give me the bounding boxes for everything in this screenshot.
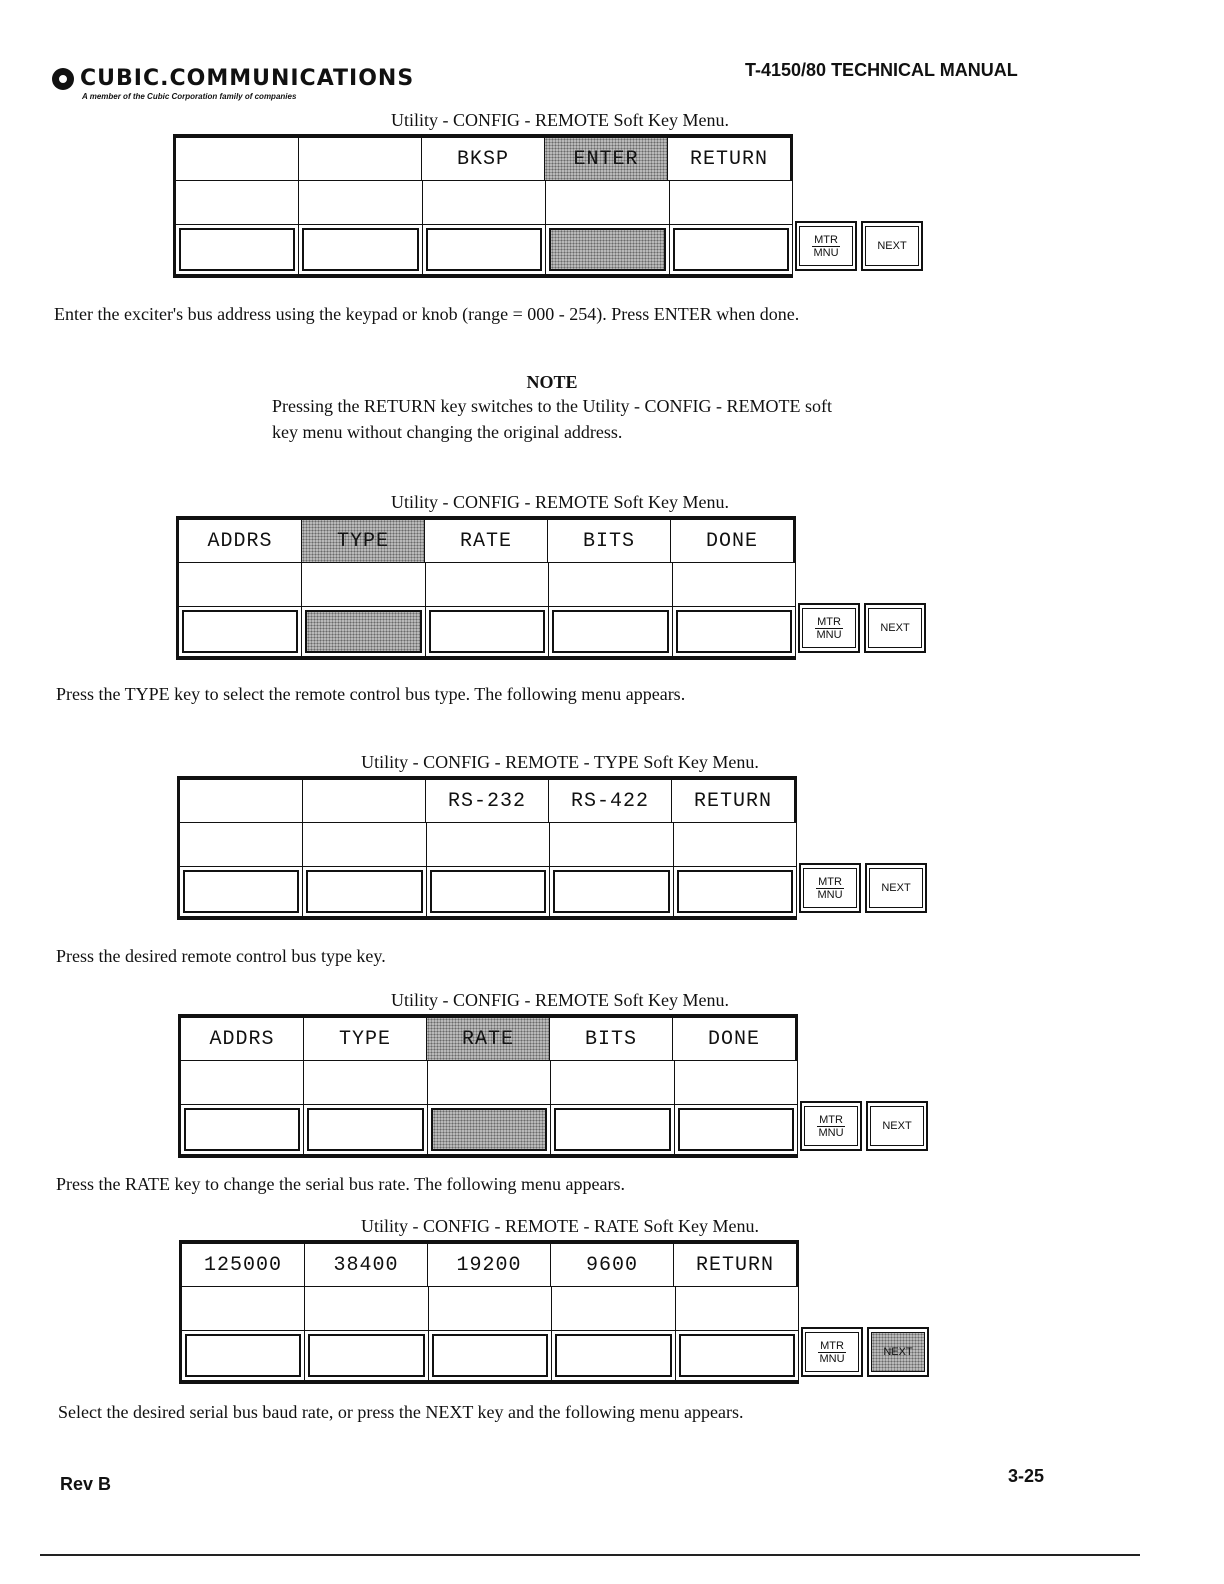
soft-key-spacer bbox=[546, 181, 669, 225]
soft-key-button-face bbox=[179, 228, 295, 271]
company-tagline: A member of the Cubic Corporation family of companies bbox=[82, 92, 297, 101]
menu-caption: Utility - CONFIG - REMOTE Soft Key Menu. bbox=[391, 110, 729, 130]
soft-key-grid bbox=[179, 1240, 799, 1384]
soft-key-spacer bbox=[304, 1061, 427, 1105]
soft-key-button-face bbox=[553, 870, 669, 913]
soft-key-button[interactable] bbox=[427, 867, 550, 917]
next-label: NEXT bbox=[870, 1106, 924, 1146]
soft-key-menu bbox=[173, 134, 929, 278]
soft-key-label: ADDRS bbox=[179, 519, 302, 563]
soft-key-button[interactable] bbox=[428, 1105, 551, 1155]
soft-key-button-face bbox=[555, 1334, 671, 1377]
soft-key-button-face bbox=[308, 1334, 424, 1377]
menu-caption: Utility - CONFIG - REMOTE - TYPE Soft Key Menu. bbox=[361, 752, 759, 772]
instruction-paragraph: Select the desired serial bus baud rate, or press the NEXT key and the following menu appears. bbox=[58, 1402, 744, 1422]
soft-key-label: 9600 bbox=[551, 1243, 674, 1287]
next-label: NEXT bbox=[865, 226, 919, 266]
soft-key-button[interactable] bbox=[181, 1105, 304, 1155]
meter-menu-face bbox=[802, 608, 856, 648]
menu-caption: Utility - CONFIG - REMOTE Soft Key Menu. bbox=[391, 492, 729, 512]
meter-menu-button[interactable] bbox=[795, 221, 857, 271]
soft-key-label: 125000 bbox=[182, 1243, 305, 1287]
soft-key-spacer bbox=[302, 563, 425, 607]
mtr-label: MTR bbox=[819, 1113, 843, 1126]
soft-key-spacer bbox=[549, 563, 672, 607]
soft-key-grid bbox=[173, 134, 793, 278]
soft-key-button[interactable] bbox=[676, 1331, 799, 1381]
meter-menu-face bbox=[799, 226, 853, 266]
soft-key-button-face bbox=[552, 610, 668, 653]
mtr-label: MTR bbox=[820, 1339, 844, 1352]
mnu-label: MNU bbox=[817, 888, 843, 901]
meter-menu-face bbox=[803, 868, 857, 908]
soft-key-button[interactable] bbox=[176, 225, 299, 275]
soft-key-label: ENTER bbox=[545, 137, 668, 181]
meter-menu-button[interactable] bbox=[798, 603, 860, 653]
soft-key-spacer bbox=[674, 823, 797, 867]
soft-key-button[interactable] bbox=[303, 867, 426, 917]
next-label: NEXT bbox=[868, 608, 922, 648]
meter-menu-face bbox=[804, 1106, 858, 1146]
soft-key-button[interactable] bbox=[304, 1105, 427, 1155]
soft-key-button-face bbox=[676, 610, 792, 653]
mnu-label: MNU bbox=[816, 628, 842, 641]
soft-key-spacer bbox=[550, 823, 673, 867]
soft-key-button-face bbox=[183, 870, 299, 913]
company-logo bbox=[52, 66, 414, 101]
soft-key-spacer bbox=[676, 1287, 799, 1331]
next-button[interactable] bbox=[866, 1101, 928, 1151]
soft-key-button-face bbox=[549, 228, 665, 271]
soft-key-spacer bbox=[176, 181, 299, 225]
next-label: NEXT bbox=[869, 868, 923, 908]
manual-title: T-4150/80 TECHNICAL MANUAL bbox=[745, 60, 1018, 80]
soft-key-button[interactable] bbox=[546, 225, 669, 275]
soft-key-button-face bbox=[307, 1108, 423, 1151]
soft-key-button-face bbox=[182, 610, 298, 653]
soft-key-spacer bbox=[303, 823, 426, 867]
next-button[interactable] bbox=[865, 863, 927, 913]
soft-key-label: TYPE bbox=[302, 519, 425, 563]
soft-key-button[interactable] bbox=[302, 607, 425, 657]
soft-key-spacer bbox=[299, 181, 422, 225]
soft-key-button-face bbox=[429, 610, 545, 653]
soft-key-spacer bbox=[180, 823, 303, 867]
soft-key-spacer bbox=[670, 181, 793, 225]
soft-key-button[interactable] bbox=[423, 225, 546, 275]
soft-key-button-face bbox=[673, 228, 789, 271]
soft-key-button-face bbox=[306, 870, 422, 913]
soft-key-spacer bbox=[673, 563, 796, 607]
next-button[interactable] bbox=[864, 603, 926, 653]
soft-key-button[interactable] bbox=[305, 1331, 428, 1381]
soft-key-label: RS-422 bbox=[549, 779, 672, 823]
menu-caption: Utility - CONFIG - REMOTE Soft Key Menu. bbox=[391, 990, 729, 1010]
mnu-label: MNU bbox=[819, 1352, 845, 1365]
meter-menu-button[interactable] bbox=[800, 1101, 862, 1151]
soft-key-spacer bbox=[426, 563, 549, 607]
soft-key-spacer bbox=[427, 823, 550, 867]
soft-key-menu bbox=[176, 516, 932, 660]
soft-key-button[interactable] bbox=[179, 607, 302, 657]
soft-key-spacer bbox=[675, 1061, 798, 1105]
soft-key-button[interactable] bbox=[549, 607, 672, 657]
menu-caption: Utility - CONFIG - REMOTE - RATE Soft Key Menu. bbox=[361, 1216, 759, 1236]
soft-key-label: 38400 bbox=[305, 1243, 428, 1287]
soft-key-button-face bbox=[305, 610, 421, 653]
soft-key-button[interactable] bbox=[426, 607, 549, 657]
soft-key-label: DONE bbox=[673, 1017, 796, 1061]
soft-key-button[interactable] bbox=[182, 1331, 305, 1381]
soft-key-label: TYPE bbox=[304, 1017, 427, 1061]
soft-key-spacer bbox=[182, 1287, 305, 1331]
soft-key-grid bbox=[177, 776, 797, 920]
soft-key-menu bbox=[178, 1014, 934, 1158]
soft-key-label: BITS bbox=[548, 519, 671, 563]
soft-key-spacer bbox=[179, 563, 302, 607]
meter-menu-button[interactable] bbox=[801, 1327, 863, 1377]
soft-key-button-face bbox=[430, 870, 546, 913]
next-button[interactable] bbox=[867, 1327, 929, 1377]
mtr-label: MTR bbox=[818, 875, 842, 888]
soft-key-label: RS-232 bbox=[426, 779, 549, 823]
instruction-paragraph: Press the desired remote control bus type key. bbox=[56, 946, 386, 966]
soft-key-spacer bbox=[429, 1287, 552, 1331]
soft-key-button-face bbox=[426, 228, 542, 271]
soft-key-button[interactable] bbox=[670, 225, 793, 275]
soft-key-spacer bbox=[305, 1287, 428, 1331]
soft-key-button[interactable] bbox=[551, 1105, 674, 1155]
soft-key-button-face bbox=[679, 1334, 795, 1377]
soft-key-label bbox=[299, 137, 422, 181]
soft-key-label: RATE bbox=[427, 1017, 550, 1061]
cubic-logo-icon bbox=[52, 68, 74, 90]
page-number: 3-25 bbox=[1008, 1466, 1045, 1486]
company-name: CUBIC.COMMUNICATIONS bbox=[80, 66, 415, 91]
soft-key-spacer bbox=[181, 1061, 304, 1105]
soft-key-label: 19200 bbox=[428, 1243, 551, 1287]
soft-key-button-face bbox=[432, 1334, 548, 1377]
mnu-label: MNU bbox=[818, 1126, 844, 1139]
soft-key-button-face bbox=[185, 1334, 301, 1377]
soft-key-button[interactable] bbox=[429, 1331, 552, 1381]
soft-key-button[interactable] bbox=[550, 867, 673, 917]
soft-key-label bbox=[180, 779, 303, 823]
note-block bbox=[272, 372, 832, 445]
soft-key-label bbox=[176, 137, 299, 181]
soft-key-label: DONE bbox=[671, 519, 794, 563]
soft-key-spacer bbox=[552, 1287, 675, 1331]
soft-key-button-face bbox=[302, 228, 418, 271]
soft-key-grid bbox=[176, 516, 796, 660]
soft-key-button-face bbox=[677, 870, 793, 913]
instruction-paragraph: Enter the exciter's bus address using the keypad or knob (range = 000 - 254). Press ENTER when done. bbox=[54, 304, 800, 324]
soft-key-label: RATE bbox=[425, 519, 548, 563]
soft-key-button[interactable] bbox=[552, 1331, 675, 1381]
mtr-label: MTR bbox=[817, 615, 841, 628]
meter-menu-button[interactable] bbox=[799, 863, 861, 913]
mtr-label: MTR bbox=[814, 233, 838, 246]
bottom-rule bbox=[40, 1554, 1140, 1556]
soft-key-label: RETURN bbox=[672, 779, 795, 823]
soft-key-button[interactable] bbox=[299, 225, 422, 275]
soft-key-label: RETURN bbox=[668, 137, 791, 181]
soft-key-button[interactable] bbox=[180, 867, 303, 917]
soft-key-grid bbox=[178, 1014, 798, 1158]
instruction-paragraph: Press the TYPE key to select the remote control bus type. The following menu appears. bbox=[56, 684, 686, 704]
soft-key-button[interactable] bbox=[674, 867, 797, 917]
mnu-label: MNU bbox=[813, 246, 839, 259]
meter-menu-face bbox=[805, 1332, 859, 1372]
soft-key-button[interactable] bbox=[675, 1105, 798, 1155]
soft-key-button-face bbox=[184, 1108, 300, 1151]
instruction-paragraph: Press the RATE key to change the serial bus rate. The following menu appears. bbox=[56, 1174, 626, 1194]
soft-key-button-face bbox=[678, 1108, 794, 1151]
soft-key-label: BITS bbox=[550, 1017, 673, 1061]
next-label: NEXT bbox=[871, 1332, 925, 1372]
soft-key-label: RETURN bbox=[674, 1243, 797, 1287]
note-body: Pressing the RETURN key switches to the Utility - CONFIG - REMOTE soft key menu without changing the original address. bbox=[272, 396, 832, 442]
soft-key-button-face bbox=[431, 1108, 547, 1151]
soft-key-spacer bbox=[423, 181, 546, 225]
note-title: NOTE bbox=[526, 372, 578, 392]
soft-key-menu bbox=[179, 1240, 935, 1384]
soft-key-label: ADDRS bbox=[181, 1017, 304, 1061]
soft-key-label bbox=[303, 779, 426, 823]
next-button[interactable] bbox=[861, 221, 923, 271]
soft-key-spacer bbox=[551, 1061, 674, 1105]
soft-key-button-face bbox=[554, 1108, 670, 1151]
soft-key-label: BKSP bbox=[422, 137, 545, 181]
soft-key-spacer bbox=[428, 1061, 551, 1105]
soft-key-button[interactable] bbox=[673, 607, 796, 657]
revision-label: Rev B bbox=[60, 1474, 112, 1494]
soft-key-menu bbox=[177, 776, 933, 920]
